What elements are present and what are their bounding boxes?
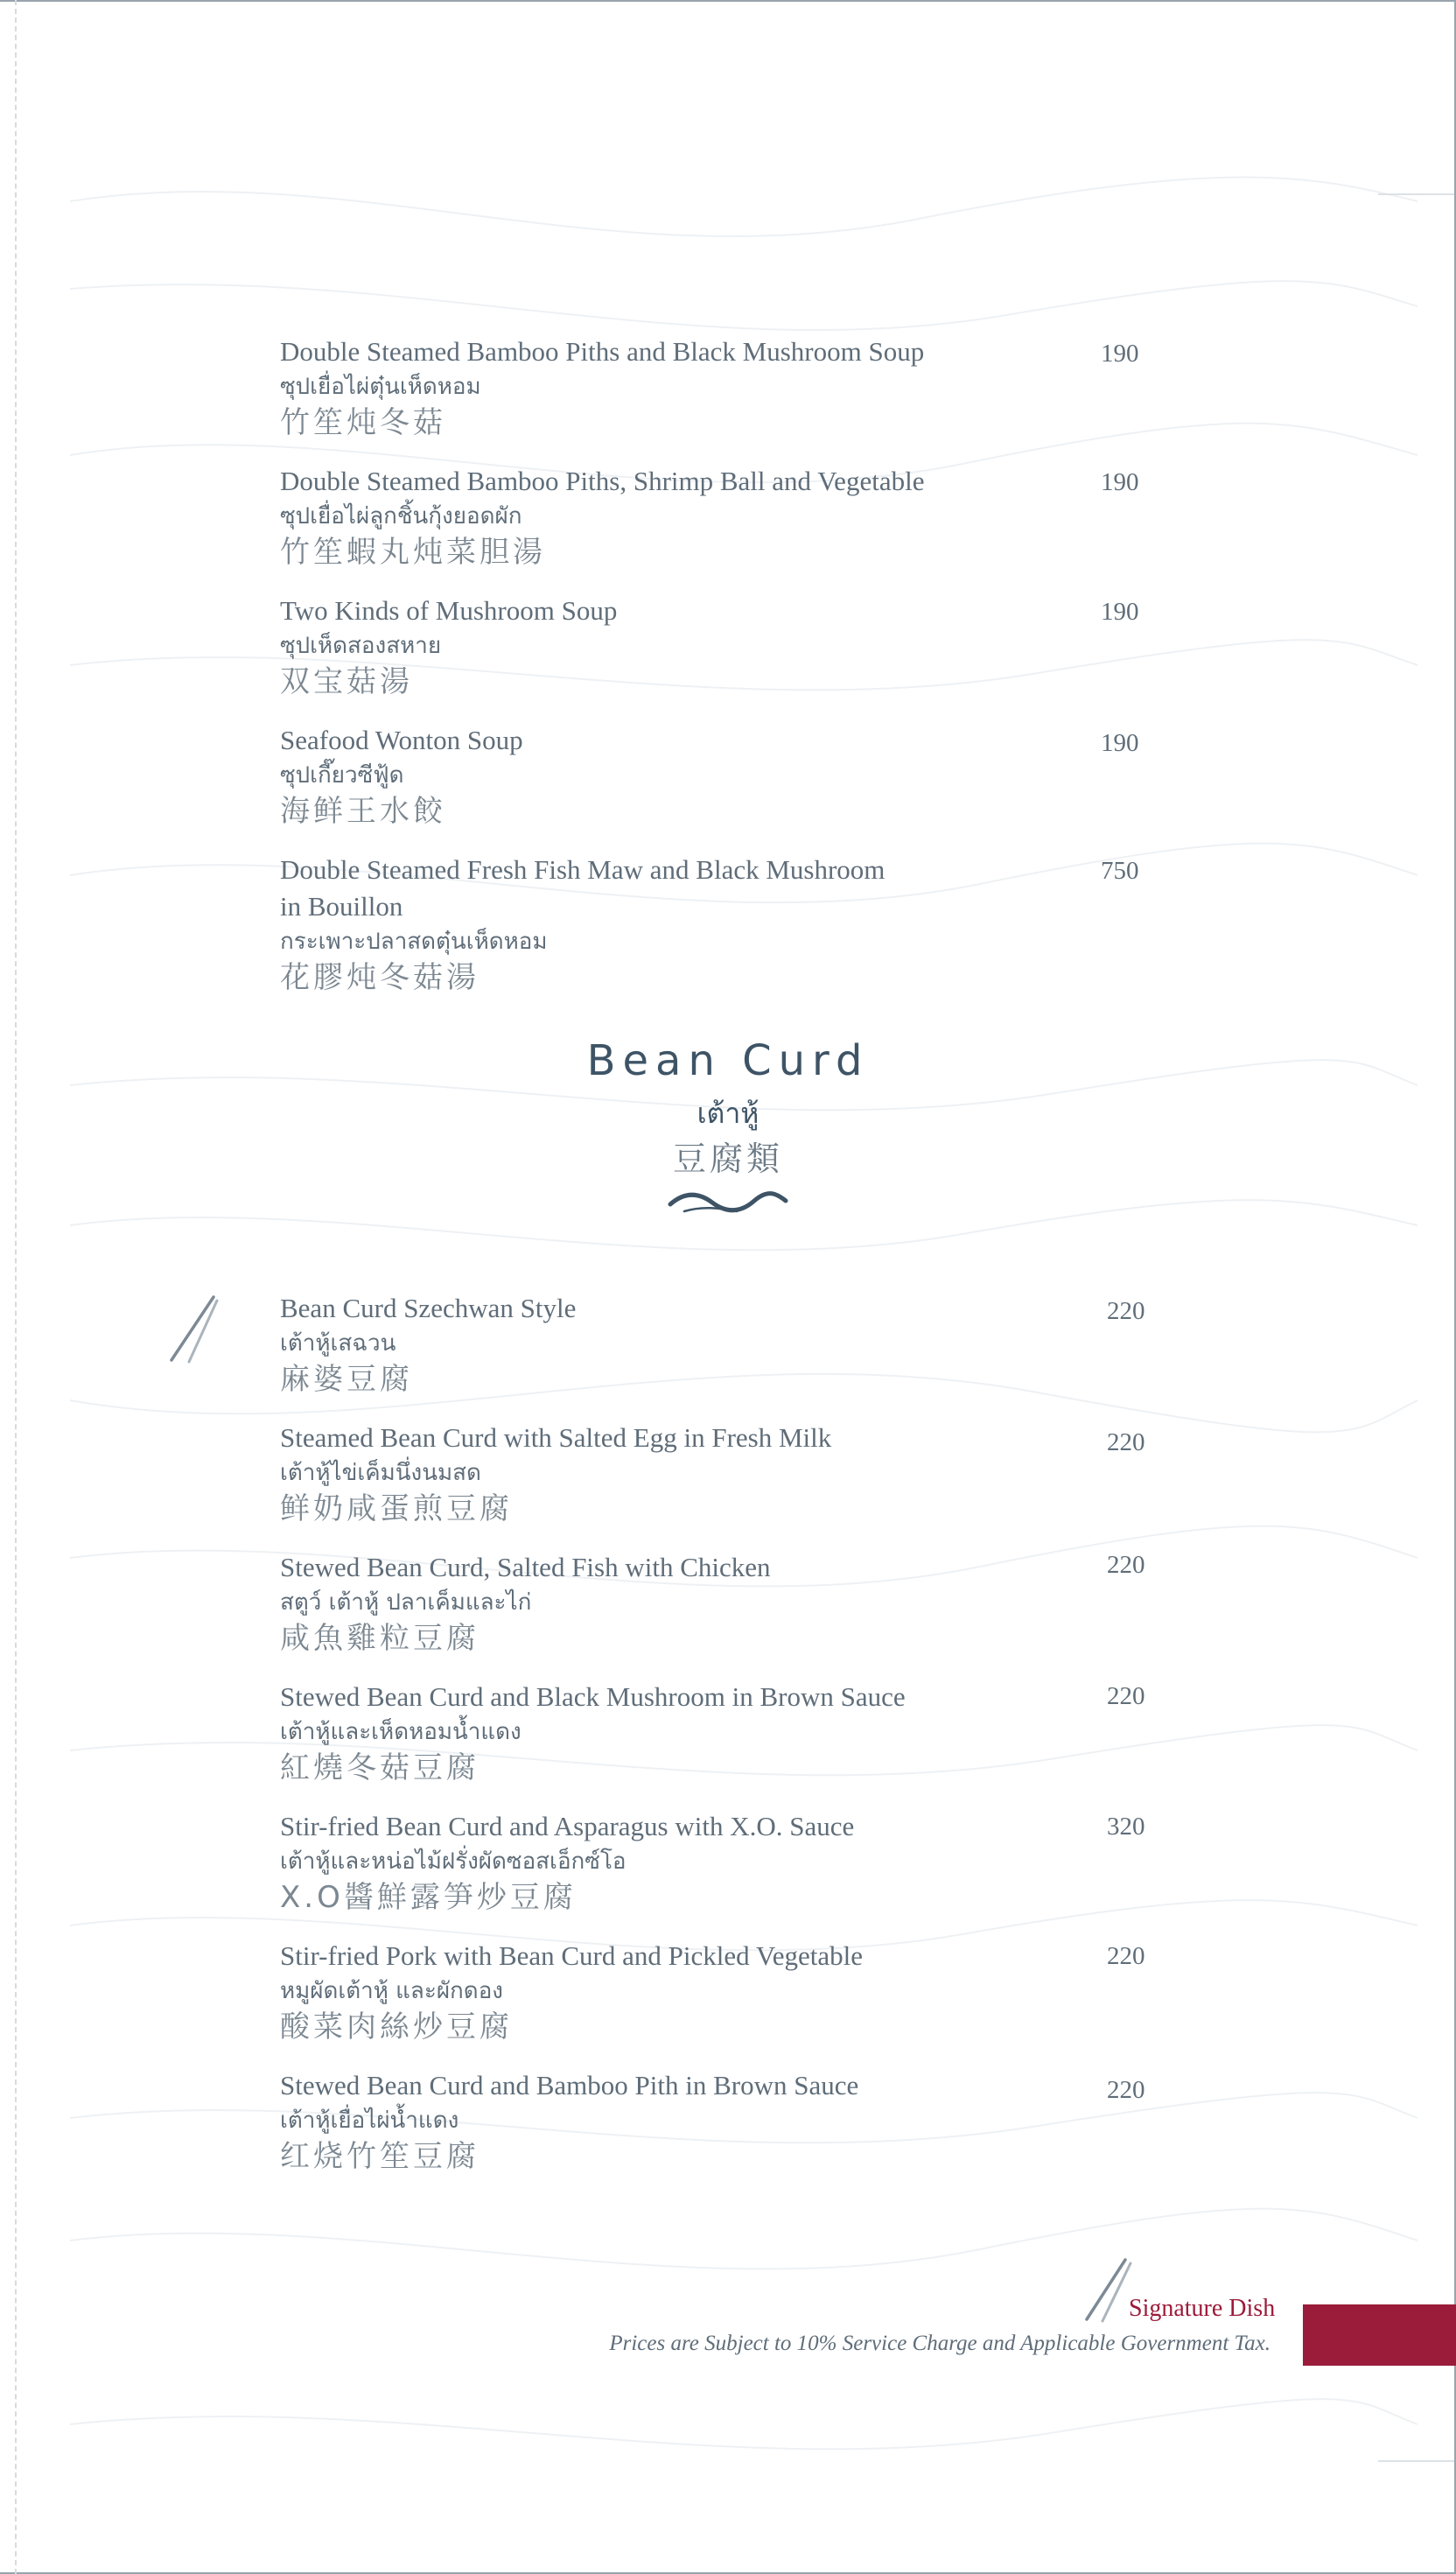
- menu-item: [280, 1549, 1155, 1658]
- menu-item: [280, 1679, 1155, 1787]
- dish-name-th: สตูว์ เต้าหู้ ปลาเค็มและไก่: [280, 1589, 532, 1616]
- menu-item: [280, 852, 1155, 997]
- section-title-en: Bean Curd: [586, 1036, 870, 1085]
- dish-name-zh: 紅燒冬菇豆腐: [280, 1750, 480, 1785]
- dish-name-en: Stewed Bean Curd and Bamboo Pith in Brown Sauce: [280, 2070, 859, 2101]
- chopsticks-icon: [1082, 2256, 1136, 2323]
- dish-price: 220: [1107, 1297, 1145, 1325]
- dish-name-en: Stewed Bean Curd, Salted Fish with Chicken: [280, 1552, 771, 1582]
- dish-name-zh: 花膠炖冬菇湯: [280, 960, 480, 995]
- accent-bar: [1303, 2304, 1456, 2366]
- dish-name-en: Steamed Bean Curd with Salted Egg in Fresh Milk: [280, 1422, 832, 1453]
- dish-name-th: เต้าหู้ไข่เค็มนึ่งนมสด: [280, 1460, 481, 1486]
- dish-name-th: ซุปเยื่อไผ่ตุ๋นเห็ดหอม: [280, 374, 481, 400]
- chopsticks-icon: [163, 1294, 224, 1364]
- menu-item: [280, 1938, 1155, 2046]
- section-title-zh: 豆腐類: [672, 1140, 783, 1178]
- menu-item: [280, 2067, 1155, 2176]
- dish-price: 220: [1107, 1942, 1145, 1970]
- dish-price: 190: [1101, 598, 1139, 626]
- menu-item: [280, 463, 1155, 572]
- dish-name-th: เต้าหู้เยื่อไผ่น้ำแดง: [280, 2108, 459, 2134]
- dish-price: 220: [1107, 1682, 1145, 1710]
- dish-name-zh: 竹笙炖冬菇: [280, 405, 446, 440]
- dish-name-zh: X.O醬鮮露笋炒豆腐: [280, 1880, 577, 1915]
- dish-price: 190: [1101, 468, 1139, 496]
- dish-name-en-line2: in Bouillon: [280, 891, 403, 922]
- menu-item: [280, 333, 1155, 442]
- dish-name-th: เต้าหู้เสฉวน: [280, 1330, 396, 1357]
- menu-item: [280, 593, 1155, 701]
- dish-price: 220: [1107, 1551, 1145, 1579]
- dish-name-th: เต้าหู้และหน่อไม้ฝรั่งผัดซอสเอ็กซ์โอ: [280, 1848, 626, 1875]
- service-charge-note: Prices are Subject to 10% Service Charge and Applicable Government Tax.: [609, 2332, 1270, 2355]
- dish-name-zh: 鲜奶咸蛋煎豆腐: [280, 1491, 513, 1526]
- dish-name-th: ซุปเห็ดสองสหาย: [280, 633, 442, 659]
- dish-name-zh: 双宝菇湯: [280, 664, 413, 699]
- dish-name-en: Stir-fried Bean Curd and Asparagus with X.O. Sauce: [280, 1811, 855, 1841]
- dish-name-th: หมูผัดเต้าหู้ และผักดอง: [280, 1978, 503, 2004]
- dish-price: 190: [1101, 729, 1139, 757]
- dish-name-zh: 海鲜王水餃: [280, 794, 446, 829]
- dish-price: 220: [1107, 1428, 1145, 1456]
- dish-price: 220: [1107, 2076, 1145, 2104]
- dish-name-en: Double Steamed Fresh Fish Maw and Black Mushroom: [280, 854, 886, 885]
- menu-item: [280, 722, 1155, 831]
- dish-name-en: Stewed Bean Curd and Black Mushroom in Brown Sauce: [280, 1681, 906, 1712]
- dish-price: 750: [1101, 857, 1139, 885]
- dish-price: 190: [1101, 340, 1139, 368]
- dish-name-th: ซุปเยื่อไผ่ลูกชิ้นกุ้งยอดผัก: [280, 503, 522, 530]
- menu-item: [280, 1808, 1155, 1917]
- section-heading: [0, 1033, 1456, 1218]
- dish-name-zh: 红烧竹笙豆腐: [280, 2139, 480, 2174]
- dish-name-th: กระเพาะปลาสดตุ๋นเห็ดหอม: [280, 929, 548, 955]
- dish-name-th: เต้าหู้และเห็ดหอมน้ำแดง: [280, 1719, 522, 1745]
- dish-price: 320: [1107, 1813, 1145, 1841]
- dish-name-zh: 酸菜肉絲炒豆腐: [280, 2009, 513, 2044]
- dish-name-zh: 咸魚雞粒豆腐: [280, 1621, 480, 1656]
- section-title-th: เต้าหู้: [696, 1097, 760, 1130]
- dish-name-en: Double Steamed Bamboo Piths, Shrimp Ball and Vegetable: [280, 466, 925, 496]
- dish-name-en: Stir-fried Pork with Bean Curd and Pickled Vegetable: [280, 1940, 864, 1971]
- dish-name-en: Double Steamed Bamboo Piths and Black Mushroom Soup: [280, 336, 925, 367]
- menu-item: [280, 1290, 1155, 1399]
- dish-name-zh: 麻婆豆腐: [280, 1362, 413, 1397]
- wave-divider-icon: [667, 1187, 789, 1218]
- dish-name-th: ซุปเกี๊ยวซีฟู้ด: [280, 762, 404, 789]
- dish-name-en: Seafood Wonton Soup: [280, 725, 523, 755]
- signature-dish-label: Signature Dish: [1129, 2295, 1276, 2322]
- menu-item: [280, 1420, 1155, 1528]
- dish-name-en: Bean Curd Szechwan Style: [280, 1293, 577, 1323]
- dish-name-en: Two Kinds of Mushroom Soup: [280, 595, 618, 626]
- dish-name-zh: 竹笙蝦丸炖菜胆湯: [280, 535, 546, 570]
